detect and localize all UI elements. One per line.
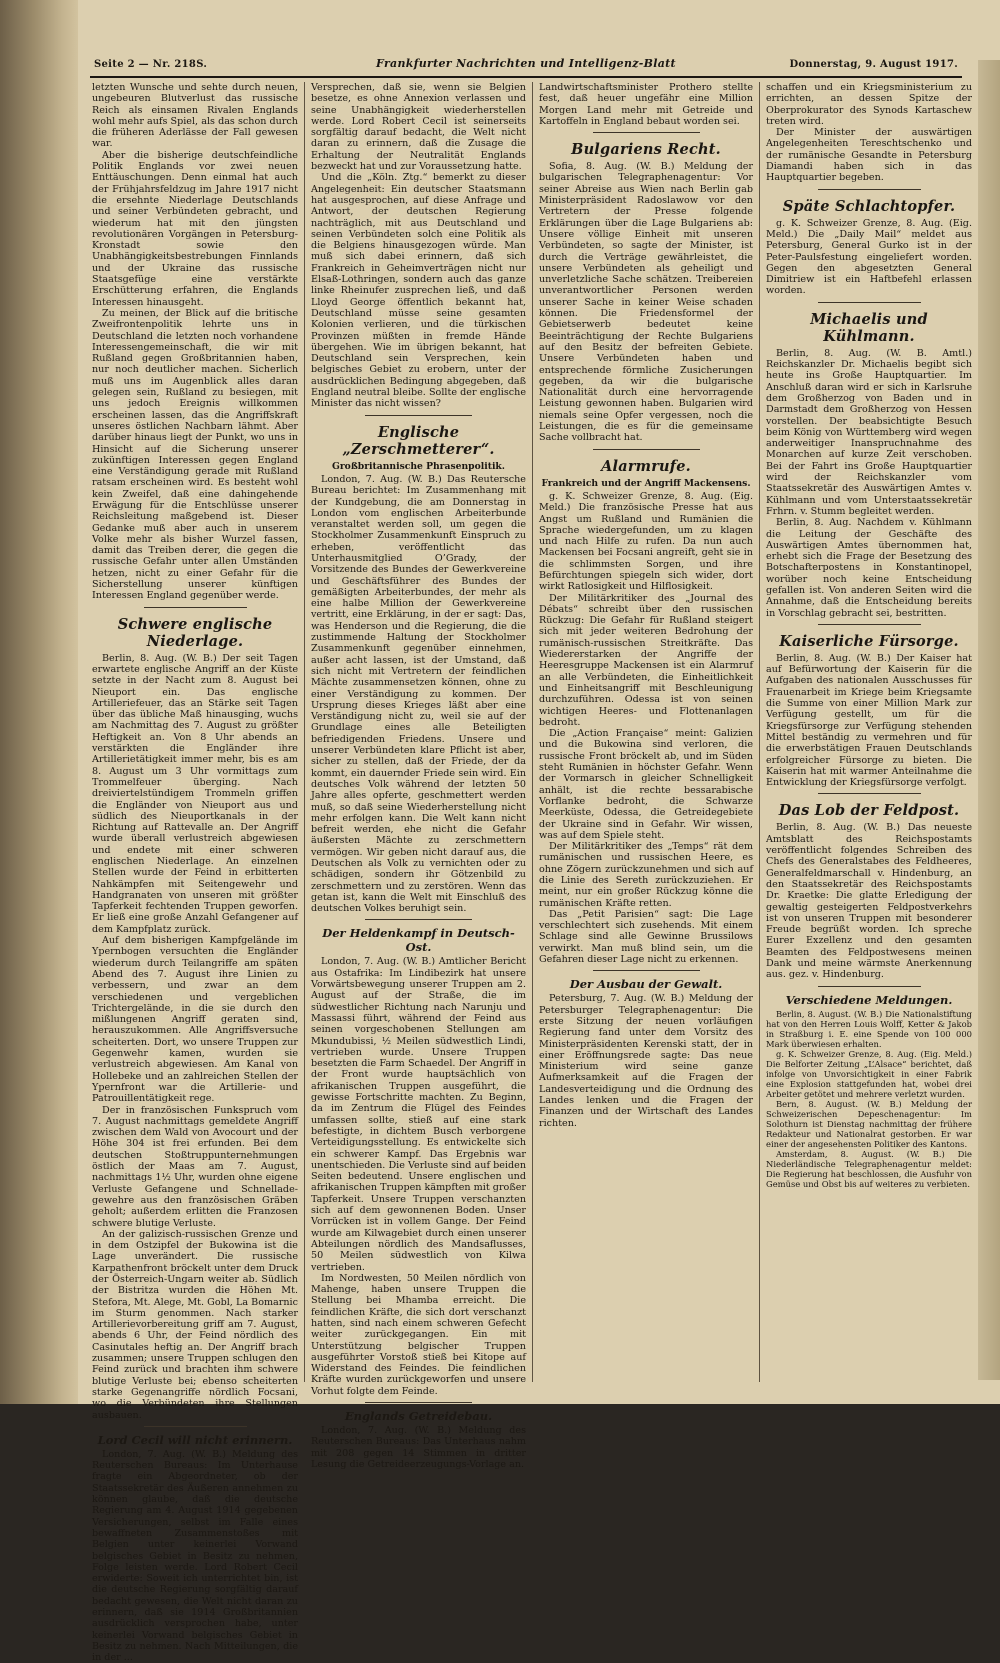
article-text: Bern, 8. August. (W. B.) Meldung der Schweizerischen Depeschenagentur: Im Solothurn ist Dienstag nachmittag der frühere Redakteur und Nationalrat gestorben. Er war einer der angesehensten Politiker des Kantons.	[766, 1098, 972, 1149]
article-text: Berlin, 8. Aug. (W. B.) Das neueste Amtsblatt des Reichspostamts veröffentlicht folgendes Schreiben des Chefs des Generalstabes des Feldheeres, Generalfeldmarschall v. Hindenburg, an den Staatssekretär des Reichspostamts Dr. Kraetke: Die glatte Erledigung der gewaltig gesteigerten Feldpostverkehrs ist von unseren Truppen mit besonderer Freude begrüßt worden. Ich spreche Eurer Exzellenz und den gesamten Beamten des Feldpostwesens meinen Dank und meine wärmste Anerkennung aus. gez. v. Hindenburg.	[766, 822, 972, 981]
article-text: Die „Action Française“ meint: Galizien und die Bukowina sind verloren, die russische Front bröckelt ab, und im Süden steht Rumänien in höchster Gefahr. Wenn der Vormarsch in gleicher Schnelligkeit anhält, ist die rechte bessarabische Vorflanke bedroht, die Schwarze Meerküste, Odessa, die Getreidegebiete der Ukraine sind in Gefahr. Wir wissen, was auf dem Spiele steht.	[539, 728, 753, 841]
article-text: Amsterdam, 8. August. (W. B.) Die Niederländische Telegraphenagentur meldet: Die Regierung hat beschlossen, die Ausfuhr von Gemüse und Obst bis auf weiteres zu verbieten.	[766, 1148, 972, 1189]
column-1	[92, 82, 298, 1663]
headline-meldungen: Verschiedene Meldungen.	[785, 992, 953, 1007]
column-2	[311, 82, 526, 1470]
headline-schlachtopfer: Späte Schlachtopfer.	[782, 197, 956, 215]
headline-feldpost: Das Lob der Feldpost.	[778, 802, 960, 820]
article-text: Das „Petit Parisien“ sagt: Die Lage verschlechtert sich zusehends. Mit einem Schlage sind alle Gewinne Brussilows verwirkt. Man muß blind sein, um die Gefahren dieser Lage nicht zu erkennen.	[539, 908, 753, 966]
column-4	[766, 82, 972, 1382]
divider	[593, 449, 700, 450]
subheadline: Frankreich und der Angriff Mackensens.	[541, 477, 751, 489]
article-text: An der galizisch-russischen Grenze und in dem Ostzipfel der Bukowina ist die Lage unverändert. Die russische Karpathenfront bröckelt unter dem Druck der Österreich-Ungarn weiter ab. Südlich der Bistritza wurden die Höhen Mt. Stefora, Mt. Alege, Mt. Gobl, La Bomarnic im Sturm genommen. Nach starker Artillerievorbereitung griff am 7. August, abends 6 Uhr, der Feind nördlich des Casinutales heftig an. Der Angriff brach zusammen; unsere Truppen schlugen den Feind zurück und brachten ihm schwere blutige Verluste bei; ebenso scheiterten starke Gegenangriffe nördlich Focsani, wo die Verbündeten ihre Stellungen ausbauen.	[92, 1228, 298, 1421]
subheadline: Großbritannische Phrasenpolitik.	[332, 460, 505, 472]
article-text: Versprechen, daß sie, wenn sie Belgien besetze, es ohne Annexion verlassen und seine Unabhängigkeit wiederherstellen werde. Lord Robert Cecil ist seinerseits sorgfältig darauf bedacht, die Welt nicht daran zu erinnern, daß die Zusage die Erhaltung der Neutralität Englands bezweckt hat und zur Voraussetzung hatte.	[311, 82, 526, 173]
article-text: London, 7. Aug. (W. B.) Amtlicher Bericht aus Ostafrika: Im Lindibezirk hat unsere Vorwärtsbewegung unserer Truppen am 2. August auf der Straße, die im südwestlicher Richtung nach Narunju und Massassi führt, während der Feind aus seinen vorgeschobenen Stellungen am Mkundubissi, ½ Meilen südwestlich Lindi, vertrieben wurde. Unsere Truppen besetzten die Farm Schaedel. Der Angriff in der Front wurde hauptsächlich von afrikanischen Truppen ausgeführt, die gewisse Fortschritte machten. Zu Beginn, da im Zentrum die Flügel des Feindes umfassen sollte, stieß auf eine stark befestigte, in dichtem Busch verborgene Verteidigungsstellung. Es entwickelte sich ein schwerer Kampf. Das Ergebnis war unentschieden. Die Verluste sind auf beiden Seiten bedeutend. Unsere englischen und afrikanischen Truppen kämpften mit großer Tapferkeit. Unsere Truppen verschanzten sich auf dem gewonnenen Boden. Unser Vorrücken ist in vollem Gange. Der Feind wurde am Kilwagebiet durch einen unserer Abteilungen nördlich des Mandsaflusses, 50 Meilen südwestlich von Kilwa vertrieben.	[311, 956, 526, 1273]
adjacent-page-edge	[978, 60, 1000, 1380]
article-text: Sofia, 8. Aug. (W. B.) Meldung der bulgarischen Telegraphenagentur: Vor seiner Abreise aus Wien nach Berlin gab Ministerpräsident Radoslawow vor den Vertretern der Presse folgende Erklärungen über die Lage Bulgariens ab: Unsere völlige Einheit mit unseren Verbündeten, so sagte der Minister, ist durch die Verträge gewährleistet, die unsere Verbündeten als geheiligt und unverletzliche Sache schätzen. Treibereien unverantwortlicher Personen werden unserer Sache in keiner Weise schaden können. Die Friedensformel der Gebietserwerb bedeutet keine Beeinträchtigung der Rechte Bulgariens auf den Besitz der befreiten Gebiete. Unsere Verbündeten haben und entsprechende förmliche Zusicherungen gegeben, da wir die bulgarische Nationalität durch eine hervorragende Leistung gewonnen haben. Bulgarien wird niemals seine Opfer vergessen, noch die Leistungen, die es für die gemeinsame Sache vollbracht hat.	[539, 161, 753, 444]
article-text: Der Minister der auswärtigen Angelegenheiten Tereschtschenko und der rumänische Gesandte in Petersburg Diamandi haben sich in das Hauptquartier begeben.	[766, 127, 972, 184]
article-text: Berlin, 8. Aug. (W. B.) Der seit Tagen erwartete englische Angriff an der Küste setzte in der Nacht zum 8. August bei Nieuport ein. Das englische Artilleriefeuer, das an Stärke seit Tagen über das übliche Maß hinausging, wuchs am Nachmittag des 7. August zu größter Heftigkeit an. Von 8 Uhr abends an verstärkten die Engländer ihre Artillerietätigkeit immer mehr, bis es am 8. August um 3 Uhr vormittags zum Trommelfeuer überging. Nach dreiviertelstündigem Trommeln griffen die Engländer von Nieuport aus und südlich des Nieuportkanals in der Richtung auf Rattevalle an. Der Angriff wurde überall verlustreich abgewiesen und endete mit einer schweren englischen Niederlage. An einzelnen Stellen wurde der Feind in erbitterten Nahkämpfen mit Seitengewehr und Handgranaten von unseren mit größter Tapferkeit fechtenden Truppen geworfen. Er ließ eine große Anzahl Gefangener auf dem Kampfplatz zurück.	[92, 652, 298, 935]
headline-ausbau: Der Ausbau der Gewalt.	[569, 977, 723, 992]
divider	[818, 189, 921, 190]
article-text: Und die „Köln. Ztg.“ bemerkt zu dieser Angelegenheit: Ein deutscher Staatsmann hat ausgesprochen, auf diese Anfrage und Antwort, der deutschen Regierung nachträglich, mit aus Deutschland und seinen Verbündeten solch eine Politik als die Belgiens hinausgezogen würde. Man muß sich dabei erinnern, daß sich Frankreich in Geheimverträgen nicht nur Elsaß-Lothringen, sondern auch das ganze linke Rheinufer zusprechen ließ, und daß Lloyd George öffentlich bekannt hat, Deutschland müsse seine gesamten Kolonien verlieren, und die türkischen Provinzen müßten in fremde Hände übergehen. Wie im übrigen bekannt, hat Deutschland sein Versprechen, kein belgisches Gebiet zu erobern, unter der ausdrücklichen Bedingung abgegeben, daß England neutral bleibe. Sollte der englische Minister das nicht wissen?	[311, 172, 526, 410]
col1-paragraph: Zu meinen, der Blick auf die britische Zweifrontenpolitik lehrte uns in Deutschland die letzten noch vorhandene Interessengemeinschaft, die wir mit Rußland gegen Großbritannien haben, nur noch deutlicher machen. Sicherlich muß uns im Augenblick alles daran gelegen sein, Rußland zu besiegen, mit uns jedoch Ereignis willkommen erscheinen lassen, das die Angriffskraft unseres östlichen Nachbarn lähmt. Aber darüber hinaus liegt der Punkt, wo uns in Hinsicht auf die Sicherung unserer zukünftigen Interessen gegen England eine Verständigung gerade mit Rußland ratsam erscheinen wird. Es besteht wohl kein Zweifel, daß eine dahingehende Erwägung für die Entschlüsse unserer Reichsleitung maßgebend ist. Dieser Gedanke muß aber auch in unserem Volke mehr als bisher Wurzel fassen, damit das Treiben derer, die gegen die russische Gefahr unter allen Umständen hetzen, nicht zu einer Gefahr für die Sicherstellung unserer künftigen Interessen England gegenüber werde.	[92, 307, 298, 602]
book-binding	[0, 0, 78, 1404]
headline-cecil: Lord Cecil will nicht erinnern.	[97, 1432, 293, 1447]
article-text: Der Militärkritiker des „Journal des Débats“ schreibt über den russischen Rückzug: Die Gefahr für Rußland steigert sich mit jeder weiteren Bedrohung der rumänisch-russischen Streitkräfte. Das Wiedererstarken der Angriffe der Heeresgruppe Mackensen ist ein Alarmruf an alle Verbündeten, die Einheitlichkeit und Einheitsangriff mit Beschleunigung durchzuführen. Odessa ist von seinen wichtigen Heeres- und Flottenanlagen bedroht.	[539, 592, 753, 728]
article-text: g. K. Schweizer Grenze, 8. Aug. (Eig. Meld.) Die Belforter Zeitung „L’Alsace“ berichtet, daß infolge von Unvorsichtigkeit in einer Fabrik eine Explosion stattgefunden hat, wobei drei Arbeiter getötet und mehrere verletzt wurden.	[766, 1048, 972, 1099]
headline-zerschmetterer: Englische „Zerschmetterer“.	[342, 423, 495, 458]
headline-michaelis: Michaelis und Kühlmann.	[810, 310, 928, 345]
masthead-rule	[90, 76, 962, 78]
divider	[365, 1402, 473, 1403]
article-text: g. K. Schweizer Grenze, 8. Aug. (Eig. Meld.) Die „Daily Mail“ meldet aus Petersburg, General Gurko ist in der Peter-Paulsfestung eingeliefert worden. Gegen den abgesetzten General Dimitriew ist ein Haftbefehl erlassen worden.	[766, 217, 972, 297]
col1-intro: letzten Wunsche und sehte durch neuen, ungebeuren Blutverlust das russische Reich als einsamen Rivalen Englands wohl mehr aufs Spiel, als das schon durch die früheren Aderlässe der Fall gewesen war.	[92, 82, 298, 150]
article-text: Der Militärkritiker des „Temps“ rät dem rumänischen und russischen Heere, es ohne Zögern zurückzunehmen und sich auf die Linie des Sereth zurückzuziehen. Er meint, nur ein großer Rückzug könne die rumänischen Kräfte retten.	[539, 841, 753, 909]
divider	[593, 132, 700, 133]
headline-niederlage: Schwere englische Niederlage.	[117, 615, 273, 650]
article-text: Landwirtschaftsminister Prothero stellte fest, daß heuer ungefähr eine Million Morgen Land mehr mit Getreide und Kartoffeln in England bebaut worden sei.	[539, 82, 753, 127]
article-text: Berlin, 8. Aug. Nachdem v. Kühlmann die Leitung der Geschäfte des Auswärtigen Amtes übernommen hat, erhebt sich die Frage der Besetzung des Botschafterpostens in Konstantinopel, worüber noch keine Entscheidung gefallen ist. Von anderen Seiten wird die Annahme, daß die Entscheidung bereits in Vorschlag gebracht sei, bestritten.	[766, 517, 972, 619]
col1-paragraph: Aber die bisherige deutschfeindliche Politik Englands vor zwei neuen Enttäuschungen. Denn einmal hat auch der Frühjahrsfeldzug im Jahre 1917 nicht die ersehnte Niederlage Deutschlands und seiner Verbündeten gebracht, und wiederum hat mit den jüngsten revolutionären Vorgängen in Petersburg-Kronstadt sowie den Unabhängigkeitsbestrebungen Finnlands und der Ukraine das russische Staatsgefüge eine verstärkte Erschütterung erfahren, die Englands Interessen hinausgeht.	[92, 149, 298, 308]
headline-heldenkampf: Der Heldenkampf in Deutsch-Ost.	[322, 926, 515, 955]
divider	[144, 1426, 247, 1427]
headline-bulgarien: Bulgariens Recht.	[571, 141, 721, 159]
article-text: Berlin, 8. Aug. (W. B. Amtl.) Reichskanzler Dr. Michaelis begibt sich heute ins Große Hauptquartier. Im Anschluß daran wird er sich in Karlsruhe dem Großherzog von Baden und in Darmstadt dem Großherzog von Hessen vorstellen. Der beabsichtigte Besuch beim König von Württemberg wird wegen anderweitiger Inanspruchnahme des Monarchen auf kurze Zeit verschoben. Bei der Fahrt ins Große Hauptquartier wird der Reichskanzler vom Staatssekretär des Auswärtigen Amtes v. Kühlmann und vom Unterstaatssekretär Frhrn. v. Stumm begleitet werden.	[766, 347, 972, 517]
article-text: schaffen und ein Kriegsministerium zu errichten, an dessen Spitze der Oberprokurator des Synods Kartaschew treten wird.	[766, 82, 972, 127]
article-text: London, 7. Aug. (W. B.) Meldung des Reuterschen Bureaus: Im Unterhause fragte ein Abgeordneter, ob der Staatssekretär des Äußeren annehmen zu können glaube, daß die deutsche Regierung am 4. August 1914 gegebenen Versicherungen, selbst im Falle eines bewaffneten Zusammenstoßes mit Belgien unter keinerlei Vorwand belgisches Gebiet in Besitz zu nehmen, Folge leisten werde. Lord Robert Cecil erwiderte: Soweit ich unterrichtet bin, ist die deutsche Regierung sorgfältig darauf bedacht gewesen, die Welt nicht daran zu erinnern, daß sie 1914 Großbritannien ausdrücklich versprochen habe, unter keinerlei Vorwand belgisches Gebiet in Besitz zu nehmen. Nach Mitteilungen, die in der ...	[92, 1448, 298, 1663]
article-text: Der in französischen Funkspruch vom 7. August nachmittags gemeldete Angriff zwischen dem Wald von Avocourt und der Höhe 304 ist frei erfunden. Bei dem deutschen Stoßtruppunternehmungen östlich der Maas am 7. August, nachmittags 1½ Uhr, wurden ohne eigene Verluste Gefangene und Schnellade-gewehre aus den französischen Gräben geholt; außerdem erlitten die Franzosen schwere blutige Verluste.	[92, 1104, 298, 1229]
page-label: Seite 2 — Nr. 218S.	[94, 59, 208, 70]
article-text: Berlin, 8. Aug. (W. B.) Der Kaiser hat auf Befürwortung der Kaiserin für die Aufgaben des nationalen Ausschusses für Frauenarbeit im Kriege beim Kriegsamte die Summe von einer Million Mark zur Verfügung gestellt, um für die Kriegsfürsorge zur Verfügung stehenden Mittel beständig zu vermehren und für die erwerbstätigen Frauen Deutschlands erfolgreicher Fürsorge zu bieten. Die Kaiserin hat mit warmer Anteilnahme die Entwicklung der Kriegsfürsorge verfolgt.	[766, 652, 972, 789]
paper-title: Frankfurter Nachrichten und Intelligenz-Blatt	[376, 57, 676, 70]
divider	[818, 302, 921, 303]
divider	[365, 919, 473, 920]
article-text: Berlin, 8. August. (W. B.) Die Nationalstiftung hat von den Herren Louis Wolff, Ketter & Jakob in Straßburg i. E. eine Spende von 100 000 Mark überwiesen erhalten.	[766, 1008, 972, 1049]
article-text: g. K. Schweizer Grenze, 8. Aug. (Eig. Meld.) Die französische Presse hat aus Angst um Rußland und Rumänien die Sprache wiedergefunden, um zu klagen und nach Hilfe zu rufen. Da nun auch Mackensen bei Focsani angreift, geht sie in die schlimmsten Sorgen, und ihre Befürchtungen spiegeln sich wider, dort wirkt Ratlosigkeit und Hilflosigkeit.	[539, 490, 753, 593]
article-text: London, 7. Aug. (W. B.) Meldung des Reuterschen Bureaus: Das Unterhaus nahm mit 208 gegen 14 Stimmen in dritter Lesung die Getreideerzeugungs-Vorlage an.	[311, 1425, 526, 1470]
divider	[593, 970, 700, 971]
article-text: London, 7. Aug. (W. B.) Das Reutersche Bureau berichtet: Im Zusammenhang mit der Kundgebung, die am Donnerstag in London vom englischen Arbeiterbunde veranstaltet werden soll, um gegen die Stockholmer Zusammenkunft Einspruch zu erheben, veröffentlicht das Unterhausmitglied O’Grady, der Vorsitzende des Bundes der Gewerkvereine und Geschäftsführer des Bundes der gemäßigten Arbeiterbundes, der mehr als eine halbe Million der Gewerkvereine vertritt, eine Erklärung, in der er sagt: Das, was Henderson und die Regierung, die die zustimmende Haltung der Stockholmer Zusammenkunft gegenüber einnehmen, außer acht lassen, ist der Umstand, daß sich nicht mit Vertretern der feindlichen Mächte zusammensetzen können, ohne zu einer Verständigung zu kommen. Der Ursprung dieses Krieges läßt aber eine Verständigung nicht zu, weil sie auf der Grundlage eines alle Beteiligten befriedigenden Friedens. Unsere und unserer Verbündeten klare Pflicht ist aber, sicher zu stellen, daß der Friede, der da kommt, ein dauernder Friede sein wird. Ein deutsches Volk während der letzten 50 Jahre alles opferte, geschmettert werden muß, so daß seine Wiederherstellung nicht mehr erfolgen kann. Die Welt kann nicht befreit werden, ehe nicht die Gefahr äußersten Mächte zu zerschmettern vermögen. Wir geben nicht darauf aus, die Deutschen als Volk zu vernichten oder zu schädigen, sondern ihr Götzenbild zu zerschmettern und zu zerstören. Wenn das getan ist, kann die Welt mit Einschluß des deutschen Volkes beruhigt sein.	[311, 473, 526, 915]
column-rule	[304, 82, 305, 1382]
divider	[144, 607, 247, 608]
article-text: Petersburg, 7. Aug. (W. B.) Meldung der Petersburger Telegraphenagentur: Die erste Sitzung der neuen vorläufigen Regierung fand unter dem Vorsitz des Ministerpräsidenten Kerenski statt, der in einer Eröffnungsrede sagte: Das neue Ministerium wird seine ganze Aufmerksamkeit auf die Fragen der Landesverteidigung und die Ordnung des Landes lenken und die Fragen der Finanzen und der Wirtschaft des Landes richten.	[539, 993, 753, 1129]
column-rule	[759, 82, 760, 1382]
column-rule	[532, 82, 533, 1382]
column-3	[539, 82, 753, 1382]
divider	[365, 415, 473, 416]
headline-getreide: Englands Getreidebau.	[344, 1409, 493, 1424]
divider	[818, 624, 921, 625]
article-text: Auf dem bisherigen Kampfgelände im Ypernbogen versuchten die Engländer wiederum durch Teilangriffe am späten Abend des 7. August ihre Linien zu verbessern, und zwar an dem verschiedenen und vergeblichen Trichtergelände, in die sie durch den mißlungenen Angriff geraten sind, herauszukommen. Alle Angriffsversuche scheiterten. Dort, wo unsere Truppen zur Gegenwehr kamen, wurden sie verlustreich abgewiesen. Am Kanal von Hollebeke und an zahlreichen Stellen der Ypernfront war die Artillerie- und Patrouillentätigkeit rege.	[92, 935, 298, 1105]
article-text: Im Nordwesten, 50 Meilen nördlich von Mahenge, haben unsere Truppen die Stellung bei Mhamba erreicht. Die feindlichen Kräfte, die sich dort verschanzt hatten, sind nach einem schweren Gefecht weiter zurückgegangen. Ein mit Unterstützung belgischer Truppen ausgeführter Vorstoß stieß bei Kitope auf Widerstand des Feindes. Die feindlichen Kräfte wurden zurückgeworfen und unsere Vorhut folgte dem Feinde.	[311, 1272, 526, 1397]
masthead	[90, 56, 962, 74]
issue-date: Donnerstag, 9. August 1917.	[789, 59, 958, 70]
headline-alarmrufe: Alarmrufe.	[601, 457, 691, 475]
divider	[818, 793, 921, 794]
divider	[818, 986, 921, 987]
headline-fuersorge: Kaiserliche Fürsorge.	[779, 632, 959, 650]
